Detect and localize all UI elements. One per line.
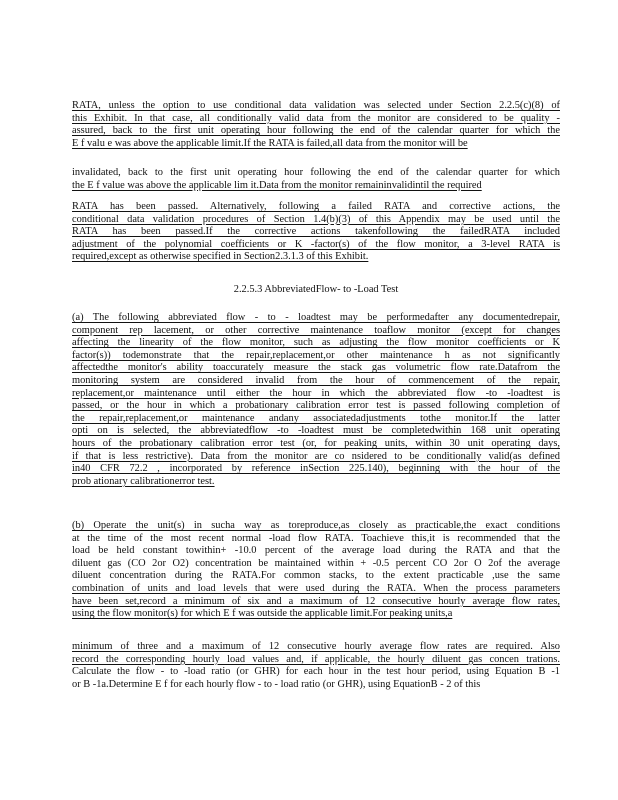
text-line: affecting the linearity of the flow monitor, such as adjusting the flow monitor coefficients or K <box>72 337 560 349</box>
text-line: the repair,replacement,or maintenance andany associatedadjustments tothe monitor.If the latter <box>72 412 560 424</box>
text-line: E f valu e was above the applicable limit.If the RATA is failed,all data from the monitor will be <box>72 137 468 149</box>
text-line: minimum of three and a maximum of 12 consecutive hourly average flow rates are required. Also <box>72 641 560 652</box>
text-line: using the flow monitor(s) for which E f was outside the applicable limit.For peaking units,a <box>72 608 453 620</box>
text-line: (a) The following abbreviated flow - to - loadtest may be performedafter any documentedrepair, <box>72 312 560 323</box>
text-line: or B -1a.Determine E f for each hourly flow - to - load ratio (or GHR), using EquationB - 2 of this <box>72 678 481 690</box>
text-line: RATA has been passed.If the corrective actions takenfollowing the failedRATA included <box>72 226 560 238</box>
text-line: diluent gas (CO 2or O2) concentration be maintained within + -0.5 percent CO 2or O 2of the average <box>72 557 560 569</box>
text-line: in40 CFR 72.2 , incorporated by reference inSection 225.140), beginning with the hour of the <box>72 463 560 475</box>
text-line: affectedthe monitor's ability toaccurately measure the stack gas volumetric flow rate.Datafrom the <box>72 362 560 374</box>
text-line: adjustment of the polynomial coefficients or K -factor(s) of the flow monitor, a 3-level RATA is <box>72 238 560 250</box>
text-line: RATA, unless the option to use conditional data validation was selected under Section 2.2.5(c)(8) of <box>72 100 560 111</box>
text-line: opti on is selected, the abbreviatedflow -to -loadtest must be completedwithin 168 unit operating <box>72 425 560 437</box>
text-line: record the corresponding hourly load values and, if applicable, the hourly diluent gas concen trations. <box>72 653 560 665</box>
text-line: invalidated, back to the first unit operating hour following the end of the calendar quarter for which <box>72 167 560 178</box>
text-line: required,except as otherwise specified in Section2.3.1.3 of this Exhibit. <box>72 251 369 263</box>
text-line: load be held constant towithin+ -10.0 percent of the average load during the RATA and that the <box>72 545 560 557</box>
paragraph-b-continued <box>72 641 560 691</box>
paragraph-a-abbreviated-test <box>72 312 560 488</box>
text-line: passed, or the hour in which a probationary calibration error test is passed following completion of <box>72 400 560 412</box>
text-line: Calculate the flow - to -load ratio (or GHR) for each hour in the test hour period, using Equation B -1 <box>72 666 560 678</box>
text-line: (b) Operate the unit(s) in sucha way as toreproduce,as closely as practicable,the exact conditions <box>72 520 560 531</box>
text-line: at the time of the most recent normal -load flow RATA. Toachieve this,it is recommended that the <box>72 532 560 544</box>
text-line: if that is less restrictive). Data from the monitor are co nsidered to be conditionally valid(as defined <box>72 450 560 462</box>
text-line: diluent concentration during the RATA.For common stacks, to the extent practicable ,use the same <box>72 570 560 582</box>
text-line: have been set,record a minimum of six and a maximum of 12 consecutive hourly average flow rates, <box>72 595 560 607</box>
text-line: factor(s)) todemonstrate that the repair,replacement,or other maintenance h as not significantly <box>72 349 560 361</box>
paragraph-b-operate-units <box>72 520 560 621</box>
text-line: combination of units and load levels that were used during the RATA. When the process parameters <box>72 582 560 594</box>
text-line: conditional data validation procedures of Section 1.4(b)(3) of this Appendix may be used until the <box>72 213 560 225</box>
text-line: replacement,or maintenance until either the hour in which the abbreviated flow -to -loadtest is <box>72 387 560 399</box>
paragraph-rata-invalidation <box>72 100 560 150</box>
text-line: this Exhibit. In that case, all conditionally valid data from the monitor are considered to be quality - <box>72 112 560 124</box>
text-line: component rep lacement, or other corrective maintenance toaflow monitor (except for changes <box>72 324 560 336</box>
text-line: assured, back to the first unit operating hour following the end of the calendar quarter for which the <box>72 125 560 137</box>
paragraph-conditional-validation <box>72 201 560 264</box>
paragraph-invalidated-data <box>72 167 560 192</box>
text-line: prob ationary calibrationerror test. <box>72 475 215 487</box>
section-heading: 2.2.5.3 AbbreviatedFlow- to -Load Test <box>233 284 399 295</box>
text-line: RATA has been passed. Alternatively, following a failed RATA and corrective actions, the <box>72 201 560 212</box>
text-line: monitoring system are considered invalid from the hour of commencement of the repair, <box>72 374 560 386</box>
text-line: the E f value was above the applicable lim it.Data from the monitor remaininvalidintil the required <box>72 179 482 191</box>
text-line: hours of the probationary calibration error test (or, for peaking units, within 30 unit operating days, <box>72 437 560 449</box>
